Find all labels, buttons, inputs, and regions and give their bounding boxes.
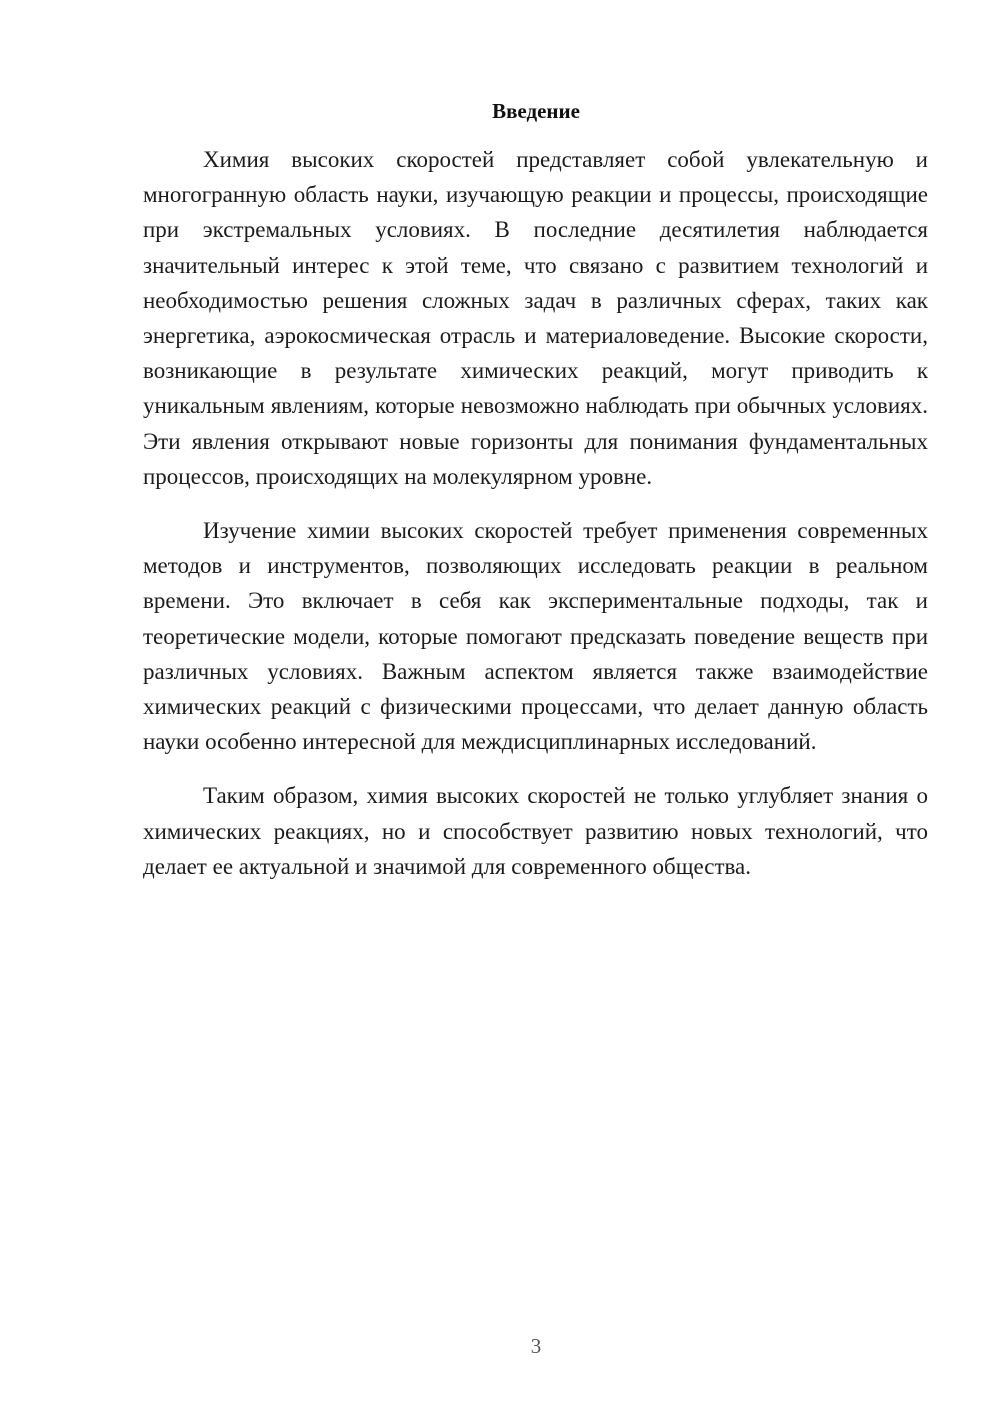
paragraph-3: Таким образом, химия высоких скоростей не только углубляет знания о химических реакциях, но и способствует развитию новых технологий, что делает ее актуальной и значимой для современного общества. (143, 783, 928, 879)
section-title: Введение (492, 99, 580, 123)
paragraph-2: Изучение химии высоких скоростей требует применения современных методов и инструментов, позволяющих исследовать реакции в реальном времени. Это включает в себя как экспериментальные подходы, так и теоретические модели, которые помогают предсказать поведение веществ при различных условиях. Важным аспектом является также взаимодействие химических реакций с физическими процессами, что делает данную область науки особенно интересной для междисциплинарных исследований. (143, 518, 928, 755)
body-text (143, 142, 928, 903)
page-number: 3 (530, 1334, 542, 1358)
paragraph-1: Химия высоких скоростей представляет собой увлекательную и многогранную область науки, изучающую реакции и процессы, происходящие при экстремальных условиях. В последние десятилетия наблюдается значительный интерес к этой теме, что связано с развитием технологий и необходимостью решения сложных задач в различных сферах, таких как энергетика, аэрокосмическая отрасль и материаловедение. Высокие скорости, возникающие в результате химических реакций, могут приводить к уникальным явлениям, которые невозможно наблюдать при обычных условиях. Эти явления открывают новые горизонты для понимания фундаментальных процессов, происходящих на молекулярном уровне. (143, 147, 928, 489)
